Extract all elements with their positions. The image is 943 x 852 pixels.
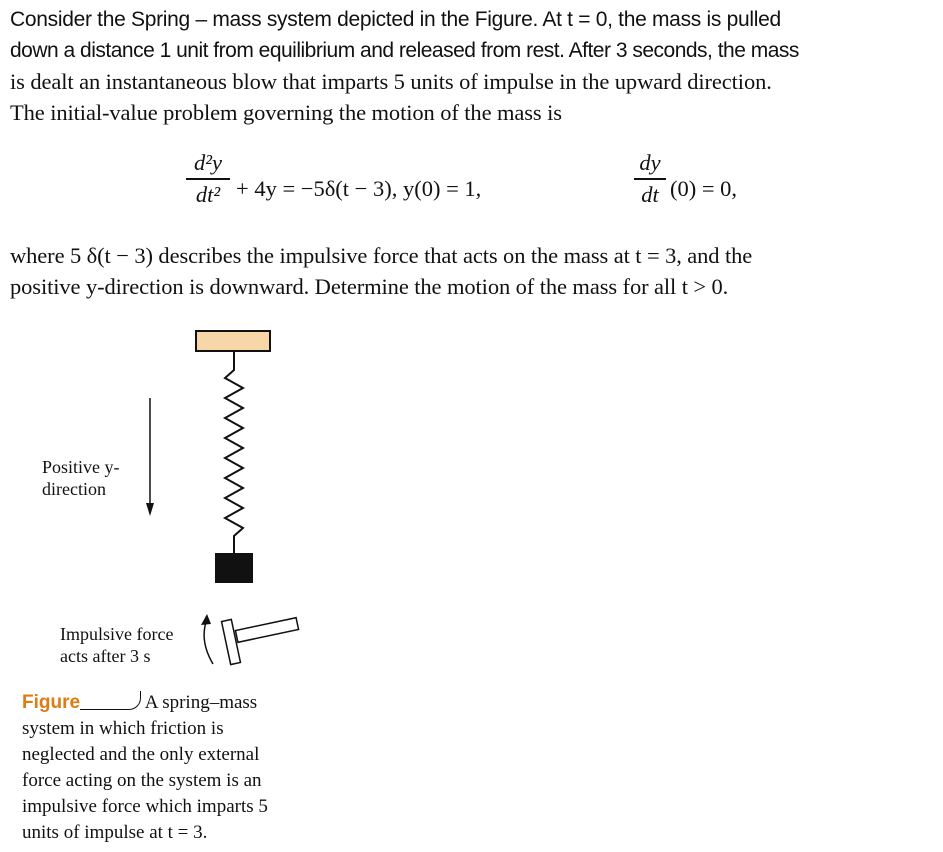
impulse-label-line-2: acts after 3 s [60, 646, 151, 666]
problem-line-2: down a distance 1 unit from equilibrium and released from rest. After 3 seconds, the mass [10, 39, 799, 62]
caption-line-4: force acting on the system is an [22, 770, 262, 791]
positive-label-line-1: Positive y- [42, 457, 120, 477]
caption-line-2: system in which friction is [22, 718, 224, 739]
caption-line-5: impulsive force which imparts 5 [22, 796, 268, 817]
positive-direction-label [42, 456, 120, 500]
impulse-label-line-1: Impulsive force [60, 624, 174, 644]
positive-label-line-2: direction [42, 479, 106, 499]
frac1-denominator: dt² [195, 181, 221, 207]
figure-number-blank [80, 691, 141, 710]
equation-tail: (0) = 0, [670, 176, 738, 201]
impulse-arrow-head [201, 614, 211, 625]
problem-line-4: The initial-value problem governing the motion of the mass is [10, 100, 562, 125]
caption-figure-word: Figure [22, 692, 81, 713]
caption-line-6: units of impulse at t = 3. [22, 822, 208, 843]
equation-middle: + 4y = −5δ(t − 3), y(0) = 1, [236, 176, 482, 201]
caption-first-text: A spring–mass [144, 692, 258, 713]
impulse-arrow-curve [204, 622, 213, 664]
caption-line-3: neglected and the only external [22, 744, 260, 765]
hammer-icon [222, 618, 299, 665]
explanation-line-1: where 5 δ(t − 3) describes the impulsive force that acts on the mass at t = 3, and the [10, 243, 753, 268]
explanation-line-2: positive y-direction is downward. Determine the motion of the mass for all t > 0. [10, 274, 729, 299]
frac2-numerator: dy [639, 150, 661, 175]
positive-direction-arrow-head [146, 503, 154, 516]
frac1-numerator: d²y [194, 150, 222, 175]
ceiling-support [196, 331, 270, 351]
mass-block [215, 553, 253, 583]
frac2-denominator: dt [641, 181, 659, 207]
impulse-label [60, 623, 173, 667]
problem-line-3: is dealt an instantaneous blow that imparts 5 units of impulse in the upward direction. [10, 69, 772, 94]
figure-caption [22, 690, 312, 846]
problem-line-1: Consider the Spring – mass system depicted in the Figure. At t = 0, the mass is pulled [10, 8, 781, 31]
spring-coil [225, 351, 243, 553]
